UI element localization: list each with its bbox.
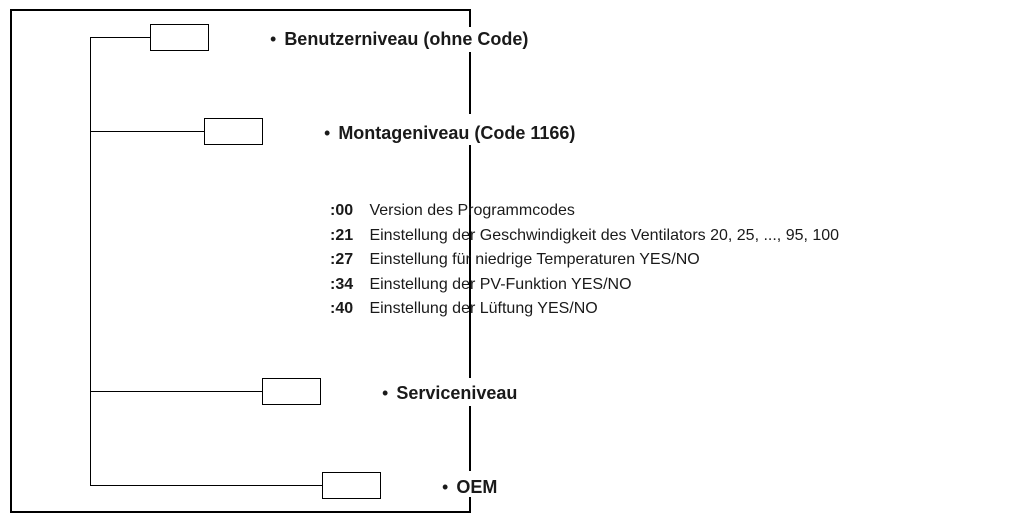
parameter-text: Version des Programmcodes [369,202,575,219]
bullet: • [442,477,449,497]
tree-trunk [90,37,91,486]
frame-right-upper [469,52,471,114]
bullet: • [324,123,331,143]
frame-right-lower [469,406,471,471]
level-label: Serviceniveau [396,383,518,403]
level-label: OEM [456,477,498,497]
parameter-code: :21 [330,226,354,244]
branch-benutzerniveau [90,37,150,38]
box-montageniveau [204,118,263,145]
parameter-code: :00 [330,202,354,219]
parameter-code: :34 [330,275,354,293]
level-benutzerniveau [270,29,528,50]
parameter-text: Einstellung der Geschwindigkeit des Ventilators 20, 25, ..., 95, 100 [369,226,840,244]
level-oem [442,477,497,498]
level-label: Benutzerniveau (ohne Code) [284,29,529,49]
frame-right-top [469,9,471,27]
bullet: • [270,29,277,49]
parameter-text: Einstellung der PV-Funktion YES/NO [369,275,632,293]
parameter-code: :27 [330,251,354,269]
box-oem [322,472,381,499]
parameter-code: :40 [330,300,354,318]
branch-serviceniveau [90,391,262,392]
level-montageniveau [324,123,575,144]
frame-right-bottom [469,497,471,513]
parameter-item [330,297,839,322]
frame-bottom [10,511,470,513]
level-serviceniveau [382,383,517,404]
bullet: • [382,383,389,403]
branch-oem [90,485,322,486]
parameter-item [330,199,839,224]
parameter-list [330,199,839,322]
parameter-item [330,273,839,298]
box-serviceniveau [262,378,321,405]
frame-top [10,9,470,11]
parameter-text: Einstellung für niedrige Temperaturen YES/NO [369,251,700,269]
parameter-text: Einstellung der Lüftung YES/NO [369,300,598,318]
level-label: Montageniveau (Code 1166) [338,123,576,143]
frame-left [10,9,12,513]
parameter-item [330,248,839,273]
parameter-item [330,224,839,249]
branch-montageniveau [90,131,204,132]
box-benutzerniveau [150,24,209,51]
